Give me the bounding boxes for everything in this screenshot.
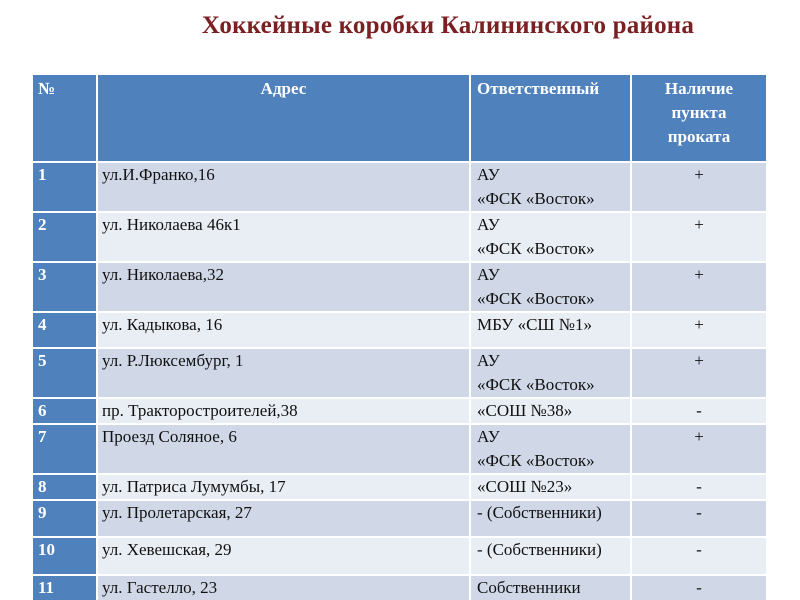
row-rental: -	[631, 575, 766, 600]
row-rental: +	[631, 348, 766, 398]
row-responsible	[470, 537, 631, 575]
row-address: ул. Р.Люксембург, 1	[97, 348, 470, 398]
responsible-line: «СОШ №23»	[477, 477, 573, 496]
table-row	[33, 162, 766, 212]
row-rental: +	[631, 162, 766, 212]
row-number: 10	[33, 537, 97, 575]
table-row	[33, 212, 766, 262]
table-row	[33, 424, 766, 474]
row-address: ул. Николаева,32	[97, 262, 470, 312]
responsible-line: «ФСК «Восток»	[477, 239, 595, 258]
responsible-line: АУ	[477, 215, 500, 234]
row-rental: -	[631, 537, 766, 575]
table-row	[33, 348, 766, 398]
header-number: №	[33, 75, 97, 162]
responsible-line: «ФСК «Восток»	[477, 189, 595, 208]
row-responsible	[470, 162, 631, 212]
page-title: Хоккейные коробки Калининского района	[201, 12, 695, 39]
header-rental-line: пункта	[671, 103, 727, 122]
table-row	[33, 262, 766, 312]
row-address: ул. Гастелло, 23	[97, 575, 470, 600]
hockey-rinks-table	[33, 75, 766, 600]
row-address: Проезд Соляное, 6	[97, 424, 470, 474]
responsible-line: «ФСК «Восток»	[477, 451, 595, 470]
table-row	[33, 398, 766, 424]
table-header-row	[33, 75, 766, 162]
row-address: ул.И.Франко,16	[97, 162, 470, 212]
row-number: 4	[33, 312, 97, 348]
responsible-line: АУ	[477, 165, 500, 184]
table-row	[33, 575, 766, 600]
row-responsible	[470, 474, 631, 500]
row-number: 8	[33, 474, 97, 500]
row-number: 9	[33, 500, 97, 537]
header-rental-line: Наличие	[664, 79, 734, 98]
row-number: 6	[33, 398, 97, 424]
row-number: 3	[33, 262, 97, 312]
header-responsible: Ответственный	[470, 75, 631, 162]
row-responsible	[470, 212, 631, 262]
row-responsible	[470, 424, 631, 474]
responsible-line: Собственники	[477, 578, 581, 597]
table-row	[33, 312, 766, 348]
responsible-line: «ФСК «Восток»	[477, 289, 595, 308]
row-responsible	[470, 262, 631, 312]
row-responsible	[470, 348, 631, 398]
row-number: 2	[33, 212, 97, 262]
header-address: Адрес	[97, 75, 470, 162]
row-responsible	[470, 312, 631, 348]
responsible-line: МБУ «СШ №1»	[477, 315, 593, 334]
header-rental-point	[631, 75, 766, 162]
responsible-line: АУ	[477, 427, 500, 446]
row-address: ул. Пролетарская, 27	[97, 500, 470, 537]
responsible-line: «ФСК «Восток»	[477, 375, 595, 394]
row-rental: +	[631, 424, 766, 474]
table-row	[33, 500, 766, 537]
row-rental: -	[631, 474, 766, 500]
row-address: ул. Кадыкова, 16	[97, 312, 470, 348]
row-number: 11	[33, 575, 97, 600]
header-rental-line: проката	[667, 127, 731, 146]
row-number: 7	[33, 424, 97, 474]
row-responsible	[470, 398, 631, 424]
row-responsible	[470, 575, 631, 600]
row-address: ул. Хевешская, 29	[97, 537, 470, 575]
row-rental: -	[631, 500, 766, 537]
responsible-line: - (Собственники)	[477, 540, 602, 559]
row-rental: -	[631, 398, 766, 424]
row-rental: +	[631, 212, 766, 262]
row-rental: +	[631, 312, 766, 348]
row-address: ул. Николаева 46к1	[97, 212, 470, 262]
row-number: 5	[33, 348, 97, 398]
responsible-line: «СОШ №38»	[477, 401, 573, 420]
row-rental: +	[631, 262, 766, 312]
row-number: 1	[33, 162, 97, 212]
responsible-line: АУ	[477, 351, 500, 370]
table-row	[33, 537, 766, 575]
responsible-line: АУ	[477, 265, 500, 284]
responsible-line: - (Собственники)	[477, 503, 602, 522]
table-row	[33, 474, 766, 500]
row-address: пр. Тракторостроителей,38	[97, 398, 470, 424]
row-responsible	[470, 500, 631, 537]
row-address: ул. Патриса Лумумбы, 17	[97, 474, 470, 500]
